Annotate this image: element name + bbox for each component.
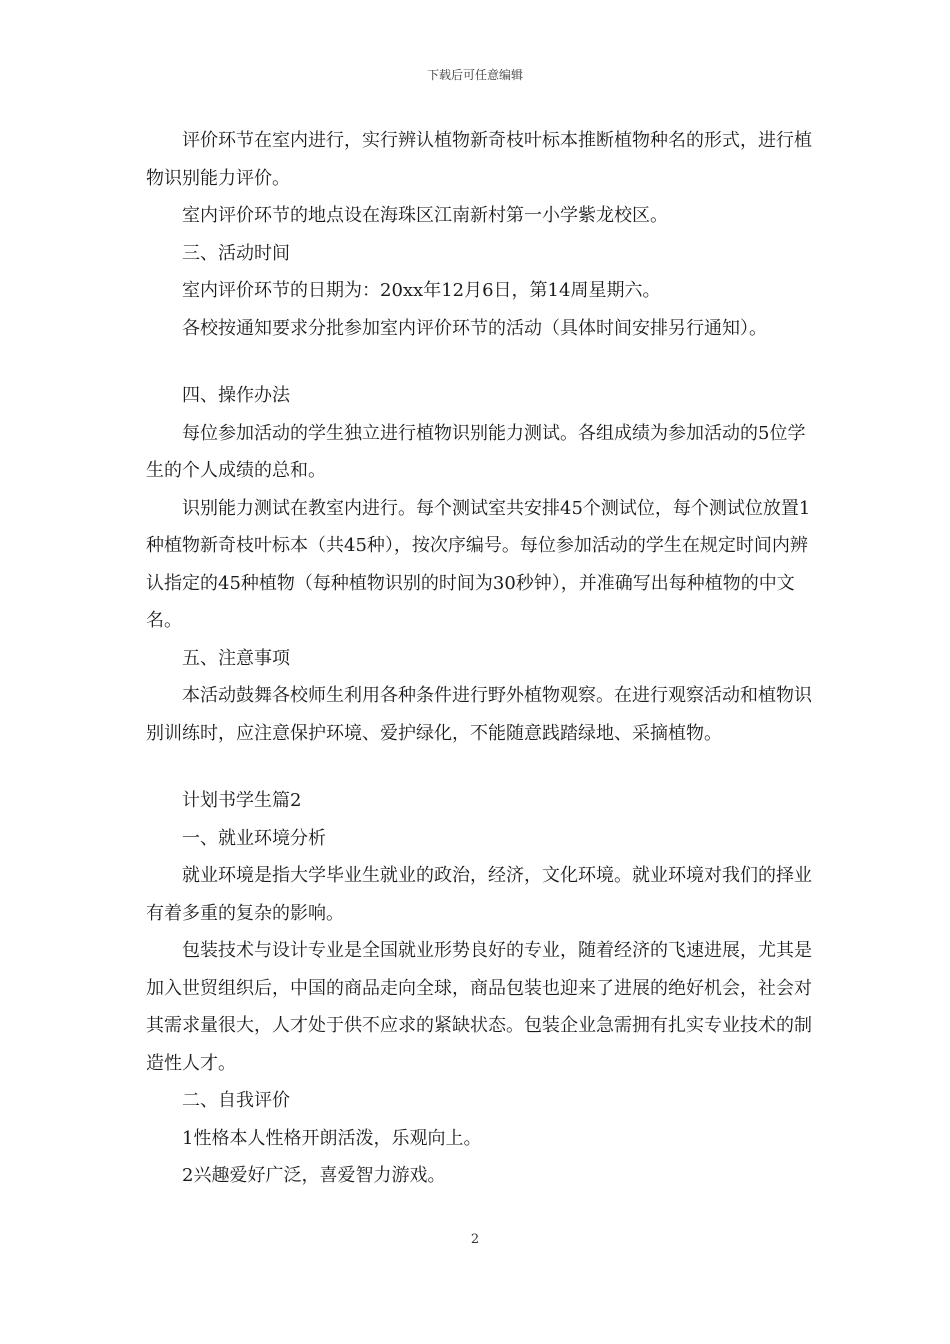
blank-line [146, 752, 814, 782]
paragraph: 识别能力测试在教室内进行。每个测试室共安排45个测试位，每个测试位放置1种植物新奇枝叶标本（共45种），按次序编号。每位参加活动的学生在规定时间内辨认指定的45种植物（每种植物识别的时间为30秒钟），并准确写出每种植物的中文名。 [146, 497, 811, 631]
page-header: 下载后可任意编辑 [426, 68, 523, 82]
document-title: 计划书学生篇2 [182, 790, 302, 811]
paragraph: 各校按通知要求分批参加室内评价环节的活动（具体时间安排另行通知）。 [182, 317, 767, 339]
paragraph: 每位参加活动的学生独立进行植物识别能力测试。各组成绩为参加活动的5位学生的个人成绩的总和。 [146, 422, 806, 481]
paragraph: 评价环节在室内进行，实行辨认植物新奇枝叶标本推断植物种名的形式，进行植物识别能力评价。 [146, 130, 812, 189]
page-number: 2 [470, 1232, 480, 1247]
section-heading: 三、活动时间 [182, 242, 290, 264]
document-body [146, 122, 814, 1195]
section-heading: 一、就业环境分析 [182, 827, 326, 849]
section-heading: 五、注意事项 [182, 647, 290, 669]
list-item: 1性格本人性格开朗活泼，乐观向上。 [182, 1127, 482, 1149]
paragraph: 室内评价环节的地点设在海珠区江南新村第一小学紫龙校区。 [182, 205, 668, 226]
paragraph: 就业环境是指大学毕业生就业的政治，经济，文化环境。就业环境对我们的择业有着多重的复杂的影响。 [146, 865, 812, 924]
paragraph: 室内评价环节的日期为：20xx年12月6日，第14周星期六。 [182, 280, 661, 301]
list-item: 2兴趣爱好广泛，喜爱智力游戏。 [182, 1165, 446, 1186]
paragraph: 包装技术与设计专业是全国就业形势良好的专业，随着经济的飞速进展，尤其是加入世贸组织后，中国的商品走向全球，商品包装也迎来了进展的绝好机会，社会对其需求量很大，人才处于供不应求的紧缺状态。包装企业急需拥有扎实专业技术的制造性人才。 [146, 940, 812, 1074]
section-heading: 二、自我评价 [182, 1090, 290, 1111]
paragraph: 本活动鼓舞各校师生利用各种条件进行野外植物观察。在进行观察活动和植物识别训练时，应注意保护环境、爱护绿化，不能随意践踏绿地、采摘植物。 [146, 685, 812, 744]
blank-line [146, 347, 814, 377]
section-heading: 四、操作办法 [182, 385, 290, 406]
